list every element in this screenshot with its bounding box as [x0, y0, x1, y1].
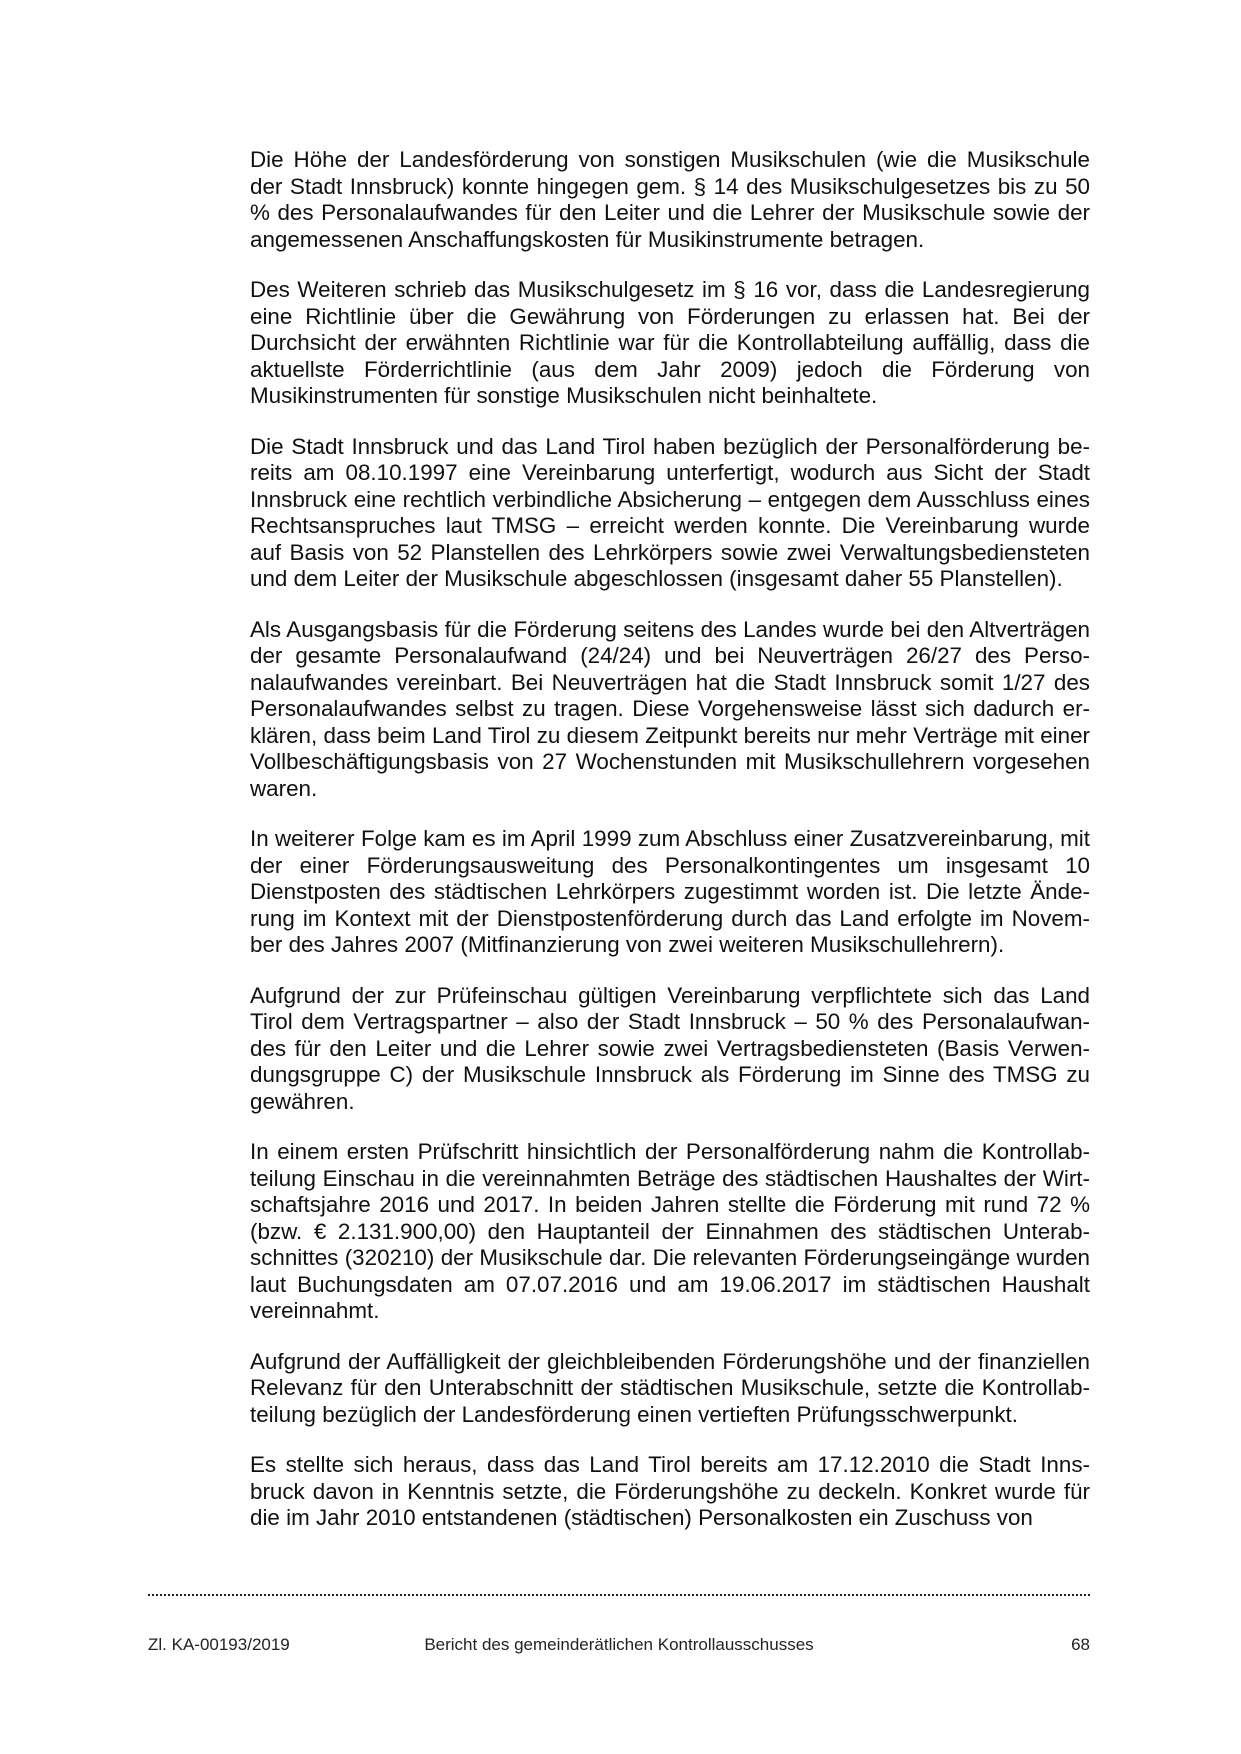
- report-title: Bericht des gemeinderätlichen Kontrollausschusses: [424, 1635, 814, 1654]
- body-text: [250, 147, 1090, 1556]
- paragraph-2: Des Weiteren schrieb das Musikschulgesetz im § 16 vor, dass die Landesregierung eine Richtlinie über die Gewährung von Förderungen zu erlassen hat. Bei der Durchsicht der erwähnten Richtlinie war für die Kontrollabteilung auffällig, dass die aktuellste Förderrichtlinie (aus dem Jahr 2009) jedoch die Förderung von Musikinstrumenten für sonstige Musikschulen nicht beinhaltete.: [250, 277, 1090, 408]
- paragraph-7: In einem ersten Prüfschritt hinsichtlich der Personalförderung nahm die Kontrollabteilung Einschau in die vereinnahmten Beträge des städtischen Haushaltes der Wirtschaftsjahre 2016 und 2017. In beiden Jahren stellte die Förderung mit rund 72 % (bzw. € 2.131.900,00) den Hauptanteil der Einnahmen des städtischen Unterabschnittes (320210) der Musikschule dar. Die relevanten Förderungseingänge wurden laut Buchungsdaten am 07.07.2016 und am 19.06.2017 im städtischen Haushalt vereinnahmt.: [250, 1139, 1090, 1323]
- paragraph-9: Es stellte sich heraus, dass das Land Tirol bereits am 17.12.2010 die Stadt Innsbruck davon in Kenntnis setzte, die Förderungshöhe zu deckeln. Konkret wurde für die im Jahr 2010 entstandenen (städtischen) Personalkosten ein Zuschuss von: [250, 1452, 1090, 1530]
- paragraph-6: Aufgrund der zur Prüfeinschau gültigen Vereinbarung verpflichtete sich das Land Tirol dem Vertragspartner – also der Stadt Innsbruck – 50 % des Personalaufwandes für den Leiter und die Lehrer sowie zwei Vertragsbediensteten (Basis Verwendungsgruppe C) der Musikschule Innsbruck als Förderung im Sinne des TMSG zu gewähren.: [250, 982, 1090, 1114]
- paragraph-3: Die Stadt Innsbruck und das Land Tirol haben bezüglich der Personalförderung bereits am 08.10.1997 eine Vereinbarung unterfertigt, wodurch aus Sicht der Stadt Innsbruck eine rechtlich verbindliche Absicherung – entgegen dem Ausschluss eines Rechtsanspruches laut TMSG – erreicht werden konnte. Die Vereinbarung wurde auf Basis von 52 Planstellen des Lehrkörpers sowie zwei Verwaltungsbediensteten und dem Leiter der Musikschule abgeschlossen (insgesamt daher 55 Planstellen).: [250, 433, 1090, 591]
- document-reference: Zl. KA-00193/2019: [148, 1635, 290, 1654]
- paragraph-8: Aufgrund der Auffälligkeit der gleichbleibenden Förderungshöhe und der finanziellen Relevanz für den Unterabschnitt der städtischen Musikschule, setzte die Kontrollabteilung bezüglich der Landesförderung einen vertieften Prüfungsschwerpunkt.: [250, 1348, 1090, 1427]
- paragraph-5: In weiterer Folge kam es im April 1999 zum Abschluss einer Zusatzvereinbarung, mit der einer Förderungsausweitung des Personalkontingentes um insgesamt 10 Dienstposten des städtischen Lehrkörpers zugestimmt worden ist. Die letzte Änderung im Kontext mit der Dienstpostenförderung durch das Land erfolgte im November des Jahres 2007 (Mitfinanzierung von zwei weiteren Musikschullehrern).: [250, 826, 1090, 957]
- page-footer: [148, 1632, 1090, 1658]
- page-number: 68: [1071, 1635, 1090, 1654]
- footer-divider: [148, 1594, 1090, 1596]
- paragraph-4: Als Ausgangsbasis für die Förderung seitens des Landes wurde bei den Altverträgen der gesamte Personalaufwand (24/24) und bei Neuverträgen 26/27 des Personalaufwandes vereinbart. Bei Neuverträgen hat die Stadt Innsbruck somit 1/27 des Personalaufwandes selbst zu tragen. Diese Vorgehensweise lässt sich dadurch erklären, dass beim Land Tirol zu diesem Zeitpunkt bereits nur mehr Verträge mit einer Vollbeschäftigungsbasis von 27 Wochenstunden mit Musikschullehrern vorgesehen waren.: [250, 616, 1090, 801]
- paragraph-1: Die Höhe der Landesförderung von sonstigen Musikschulen (wie die Musikschule der Stadt Innsbruck) konnte hingegen gem. § 14 des Musikschulgesetzes bis zu 50 % des Personalaufwandes für den Leiter und die Lehrer der Musikschule sowie der angemessenen Anschaffungskosten für Musikinstrumente betragen.: [250, 147, 1090, 252]
